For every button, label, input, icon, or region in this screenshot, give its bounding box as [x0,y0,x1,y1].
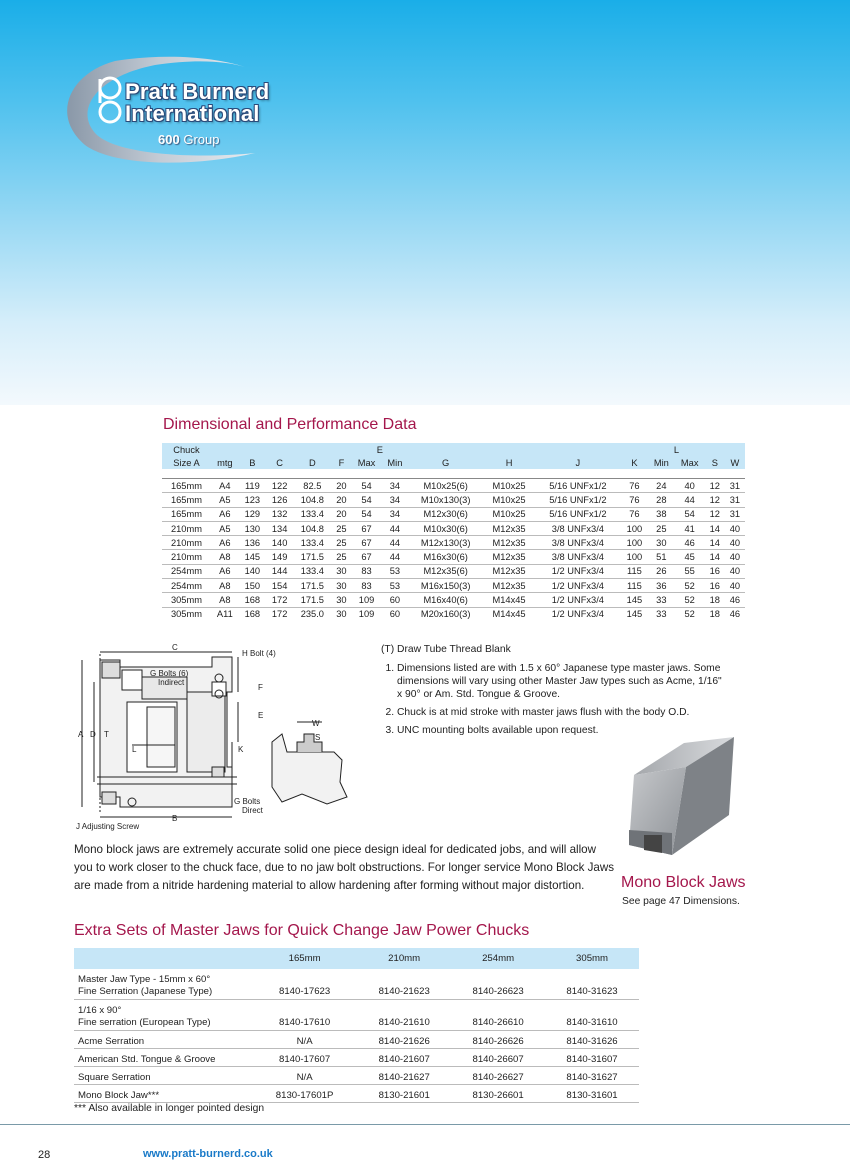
dim-cell: 12 [705,479,725,493]
mj-col-header: 305mm [545,948,639,969]
mj-row-label: Square Serration [74,1067,252,1085]
mj-cell: N/A [252,1067,357,1085]
dim-cell: 25 [648,521,675,535]
mj-row-label: 1/16 x 90° Fine serration (European Type) [74,1000,252,1031]
note-item: 1. Dimensions listed are with 1.5 x 60° Japanese type master jaws. Some dimensions will vary using other Master Jaw types such as Acme, 1/16" x 90° or Am. Std. Tongue & Groove. [397,662,726,701]
chuck-dimension-diagram [72,642,372,837]
dim-cell: 53 [382,564,409,578]
dim-cell: 140 [266,536,293,550]
dim-cell: 14 [705,550,725,564]
dim-cell: 67 [351,550,381,564]
dim-cell: 3/8 UNFx3/4 [535,521,621,535]
logo-text-line1: Pratt Burnerd [125,79,270,104]
dim-cell: 168 [239,593,266,607]
dim-label-g-direct-2: Direct [242,806,263,815]
dim-cell: 133.4 [293,564,331,578]
dim-cell: 16 [705,579,725,593]
dim-cell: 134 [266,521,293,535]
dim-cell: 305mm [162,593,211,607]
dim-label-k: K [238,745,244,754]
dim-cell: A8 [211,579,239,593]
dim-cell: M14x45 [483,593,535,607]
mj-cell: 8140-31623 [545,969,639,1000]
dim-cell: 45 [675,550,705,564]
mj-cell: 8140-26607 [451,1049,545,1067]
header-l: L [648,443,705,456]
dim-cell: 14 [705,536,725,550]
dim-cell: M14x45 [492,609,526,620]
notes-block [381,643,726,742]
dim-cell: 100 [621,550,648,564]
dim-cell: M10x25 [483,479,535,493]
dim-cell: A6 [211,536,239,550]
dim-cell: 83 [351,579,381,593]
dim-cell: 18 [705,593,725,607]
dim-cell: A4 [211,479,239,493]
dim-cell: 41 [675,521,705,535]
footer-divider [0,1124,850,1125]
dim-cell: 133.4 [293,536,331,550]
mj-row-label: American Std. Tongue & Groove [74,1049,252,1067]
dim-cell: 109 [358,609,375,620]
dim-cell: 33 [656,609,667,620]
dim-cell: 165mm [162,493,211,507]
dim-cell: 172 [266,593,293,607]
dim-label-a: A [78,730,84,739]
table-row [74,1067,639,1085]
logo-group-number: 600 [158,132,180,147]
master-jaws-table [74,948,639,1103]
dim-cell: 44 [382,550,409,564]
dim-label-f: F [258,683,263,692]
dim-cell: 20 [331,493,351,507]
table-row [74,969,639,1000]
dim-cell: 54 [351,507,381,521]
dim-cell: M12x35 [483,521,535,535]
dim-cell: 20 [331,479,351,493]
mj-cell: 8130-31601 [545,1085,639,1103]
dim-cell: 54 [675,507,705,521]
dim-cell: 60 [389,609,401,620]
dim-cell: 52 [675,579,705,593]
table-row [162,507,745,521]
dim-cell: 133.4 [293,507,331,521]
dim-cell: 140 [239,564,266,578]
dim-cell: 38 [648,507,675,521]
dim-cell: 104.8 [293,521,331,535]
dim-label-c: C [172,643,178,652]
dim-cell: 30 [331,564,351,578]
mj-cell: 8130-21601 [357,1085,451,1103]
dim-cell: 305mm [170,609,202,620]
dim-cell: 54 [351,493,381,507]
dim-cell: 171.5 [293,593,331,607]
dim-cell: 30 [331,593,351,607]
note-item: 2. Chuck is at mid stroke with master jaws flush with the body O.D. [397,706,726,719]
dim-label-s: S [315,733,321,742]
dim-cell: 14 [705,521,725,535]
dim-cell: 51 [648,550,675,564]
dim-cell: M16x150(3) [408,579,483,593]
dim-label-w: W [312,719,320,728]
dimensional-data-title: Dimensional and Performance Data [163,416,417,433]
mj-cell: 8140-26626 [451,1031,545,1049]
dim-cell: 40 [725,521,745,535]
dim-cell: 210mm [162,536,211,550]
dim-cell: 76 [621,493,648,507]
dim-cell: 40 [675,479,705,493]
mono-block-subtitle: See page 47 Dimensions. [622,896,740,907]
mj-cell: 8140-21607 [357,1049,451,1067]
dim-cell: 25 [331,550,351,564]
dim-cell: 129 [239,507,266,521]
dim-cell: 31 [725,507,745,521]
dim-cell: 254mm [162,564,211,578]
mj-cell: 8140-26623 [451,969,545,1000]
dim-cell: 28 [648,493,675,507]
logo-text-line2: International [125,101,260,126]
dim-col-header: G [408,456,483,469]
dim-cell: 100 [621,536,648,550]
dim-cell: 3/8 UNFx3/4 [535,536,621,550]
dim-cell: 115 [621,579,648,593]
mj-cell: 8140-26610 [451,1000,545,1031]
dim-cell: 5/16 UNFx1/2 [535,493,621,507]
table-row [162,521,745,535]
dim-cell: M10x30(6) [408,521,483,535]
dim-cell: A6 [211,507,239,521]
dim-cell: 18 [709,609,720,620]
dim-cell: 52 [675,593,705,607]
dim-cell: A6 [211,564,239,578]
mono-block-title: Mono Block Jaws [621,874,746,891]
logo-group [158,132,219,147]
mj-cell: 8140-26627 [451,1067,545,1085]
mj-col-header: 165mm [252,948,357,969]
dim-cell: 60 [382,593,409,607]
dim-cell: M10x25 [483,493,535,507]
dim-cell: 82.5 [293,479,331,493]
dim-cell: 1/2 UNFx3/4 [551,609,604,620]
dim-label-d: D [90,730,96,739]
dim-cell: M20x160(3) [420,609,471,620]
dim-cell: 1/2 UNFx3/4 [535,579,621,593]
table-row [74,1031,639,1049]
header-e: E [351,443,408,456]
dim-cell: 109 [351,593,381,607]
dim-label-g-indirect-1: G Bolts (6) [150,669,189,678]
dim-col-header: H [483,456,535,469]
dim-cell: 165mm [162,507,211,521]
table-row [162,479,745,493]
header-chuck: Chuck [162,443,211,456]
dim-cell: A5 [211,493,239,507]
table-row [74,1049,639,1067]
dim-cell: A11 [216,609,233,620]
dim-cell: M10x25(6) [408,479,483,493]
mj-col-header: 254mm [451,948,545,969]
dim-cell: 132 [266,507,293,521]
dim-cell: 16 [705,564,725,578]
dim-col-header: mtg [211,456,239,469]
dim-cell: 210mm [162,521,211,535]
dim-cell: A5 [211,521,239,535]
dim-cell: 254mm [162,579,211,593]
dim-cell: M12x35 [483,536,535,550]
dim-cell: 1/2 UNFx3/4 [535,564,621,578]
logo-group-word: Group [183,132,220,147]
mono-block-jaw-image [624,735,754,870]
dim-cell: 115 [621,564,648,578]
mj-cell: 8140-31627 [545,1067,639,1085]
dim-cell: 26 [648,564,675,578]
table-row [162,493,745,507]
dim-col-header: Max [351,456,381,469]
mj-cell: 8140-21610 [357,1000,451,1031]
table-row [74,1085,639,1103]
mj-row-label: Mono Block Jaw*** [74,1085,252,1103]
mj-row-label: Master Jaw Type - 15mm x 60° Fine Serration (Japanese Type) [74,969,252,1000]
dim-cell: M12x35(6) [408,564,483,578]
dimensional-data-table [162,443,745,621]
dim-cell: 149 [266,550,293,564]
mj-cell: 8130-26601 [451,1085,545,1103]
dim-cell: 76 [621,479,648,493]
dim-cell: 145 [626,609,643,620]
dim-cell: 130 [239,521,266,535]
dim-cell: M16x30(6) [408,550,483,564]
dim-label-j: J Adjusting Screw [76,822,140,831]
dim-cell: 145 [239,550,266,564]
dim-label-b: B [172,814,178,823]
dim-cell: 171.5 [293,550,331,564]
dim-col-header: Max [675,456,705,469]
dim-label-g-direct-1: G Bolts [234,797,261,806]
dim-cell: 5/16 UNFx1/2 [535,479,621,493]
dim-cell: 67 [351,536,381,550]
dim-cell: 150 [239,579,266,593]
table-row [162,607,745,621]
website-link[interactable]: www.pratt-burnerd.co.uk [143,1148,273,1160]
dim-cell: 44 [382,536,409,550]
dim-cell: 172 [271,609,288,620]
mj-cell: 8130-17601P [252,1085,357,1103]
dim-cell: M12x130(3) [408,536,483,550]
mj-cell: 8140-31610 [545,1000,639,1031]
dim-cell: 83 [351,564,381,578]
mj-cell: 8140-17607 [252,1049,357,1067]
dim-cell: 168 [244,609,261,620]
dim-col-header: F [331,456,351,469]
dim-cell: 31 [725,493,745,507]
dim-cell: 136 [239,536,266,550]
dim-cell: 67 [351,521,381,535]
dim-label-t: T [104,730,109,739]
dim-cell: 119 [239,479,266,493]
dim-cell: 34 [382,479,409,493]
table-row [162,593,745,607]
dim-cell: 31 [725,479,745,493]
dim-cell: M12x35 [483,550,535,564]
dim-col-header: K [621,456,648,469]
dim-cell: 40 [725,550,745,564]
mj-cell: 8140-21627 [357,1067,451,1085]
note-item: 3. UNC mounting bolts available upon request. [397,724,726,737]
table-row [162,564,745,578]
dim-cell: 165mm [162,479,211,493]
dim-col-header: S [705,456,725,469]
dim-col-header: Min [648,456,675,469]
dim-cell: 54 [351,479,381,493]
dim-cell: 25 [331,521,351,535]
dim-cell: 30 [648,536,675,550]
master-jaws-footnote: *** Also available in longer pointed design [74,1103,265,1114]
master-jaws-title: Extra Sets of Master Jaws for Quick Change Jaw Power Chucks [74,922,530,939]
dim-cell: 210mm [162,550,211,564]
dim-cell: 30 [336,609,347,620]
table-row [162,550,745,564]
dim-cell: 12 [705,493,725,507]
dim-label-g-indirect-2: Indirect [158,678,185,687]
dim-cell: 24 [648,479,675,493]
dim-cell: 145 [621,593,648,607]
dim-cell: 40 [725,564,745,578]
mj-col-header: 210mm [357,948,451,969]
dim-cell: 100 [621,521,648,535]
dim-cell: 44 [675,493,705,507]
dim-col-header: Min [382,456,409,469]
dim-cell: 40 [725,579,745,593]
dim-cell: 53 [382,579,409,593]
dim-cell: 52 [684,609,695,620]
dim-cell: 30 [331,579,351,593]
dim-cell: M10x130(3) [408,493,483,507]
dim-cell: 126 [266,493,293,507]
dim-cell: 144 [266,564,293,578]
dim-cell: A8 [211,550,239,564]
dim-label-h-bolt: H Bolt (4) [242,649,276,658]
dim-cell: 171.5 [293,579,331,593]
dim-col-header: J [535,456,621,469]
mj-cell: 8140-31607 [545,1049,639,1067]
dim-cell: 36 [648,579,675,593]
dim-col-header: C [266,456,293,469]
dim-cell: 104.8 [293,493,331,507]
table-row [74,1000,639,1031]
dim-col-header: B [239,456,266,469]
mj-cell: 8140-21623 [357,969,451,1000]
dim-cell: 46 [675,536,705,550]
dim-cell: M16x40(6) [408,593,483,607]
dim-cell: 34 [382,493,409,507]
dim-cell: A8 [211,593,239,607]
dim-col-header: D [293,456,331,469]
dim-cell: 44 [382,521,409,535]
dim-col-header: Size A [162,456,211,469]
dim-label-l: L [132,745,137,754]
dim-cell: 122 [266,479,293,493]
dim-cell: 33 [648,593,675,607]
notes-heading: (T) Draw Tube Thread Blank [381,644,511,655]
dim-cell: 46 [729,609,741,620]
dim-cell: M12x30(6) [408,507,483,521]
table-row [162,579,745,593]
dim-cell: M12x35 [483,579,535,593]
dim-cell: M10x25 [483,507,535,521]
dim-cell: 5/16 UNFx1/2 [535,507,621,521]
dim-cell: 154 [266,579,293,593]
dim-cell: 55 [675,564,705,578]
dim-cell: 20 [331,507,351,521]
dim-col-header: W [725,456,745,469]
mj-row-label: Acme Serration [74,1031,252,1049]
dim-cell: 3/8 UNFx3/4 [535,550,621,564]
mj-cell: 8140-31626 [545,1031,639,1049]
mj-cell: 8140-21626 [357,1031,451,1049]
dim-cell: 46 [725,593,745,607]
dim-label-e: E [258,711,264,720]
page-number: 28 [38,1149,51,1161]
mj-cell: N/A [252,1031,357,1049]
dim-cell: 40 [725,536,745,550]
dim-cell: 34 [382,507,409,521]
mj-cell: 8140-17610 [252,1000,357,1031]
table-row [162,536,745,550]
dim-cell: 76 [621,507,648,521]
company-logo [55,55,325,175]
dim-cell: 123 [239,493,266,507]
mj-cell: 8140-17623 [252,969,357,1000]
dim-cell: M12x35 [483,564,535,578]
mono-block-description: Mono block jaws are extremely accurate solid one piece design ideal for dedicated jobs, and will allow you to work closer to the chuck face, due to no jaw bolt obstructions. For longer service Mono Block Jaws are made from a nitride hardening material to allow hardening after forming without major distortion. [74,843,615,893]
dim-cell: 235.0 [300,609,324,620]
dim-cell: 1/2 UNFx3/4 [535,593,621,607]
dim-cell: 12 [705,507,725,521]
dim-cell: 25 [331,536,351,550]
